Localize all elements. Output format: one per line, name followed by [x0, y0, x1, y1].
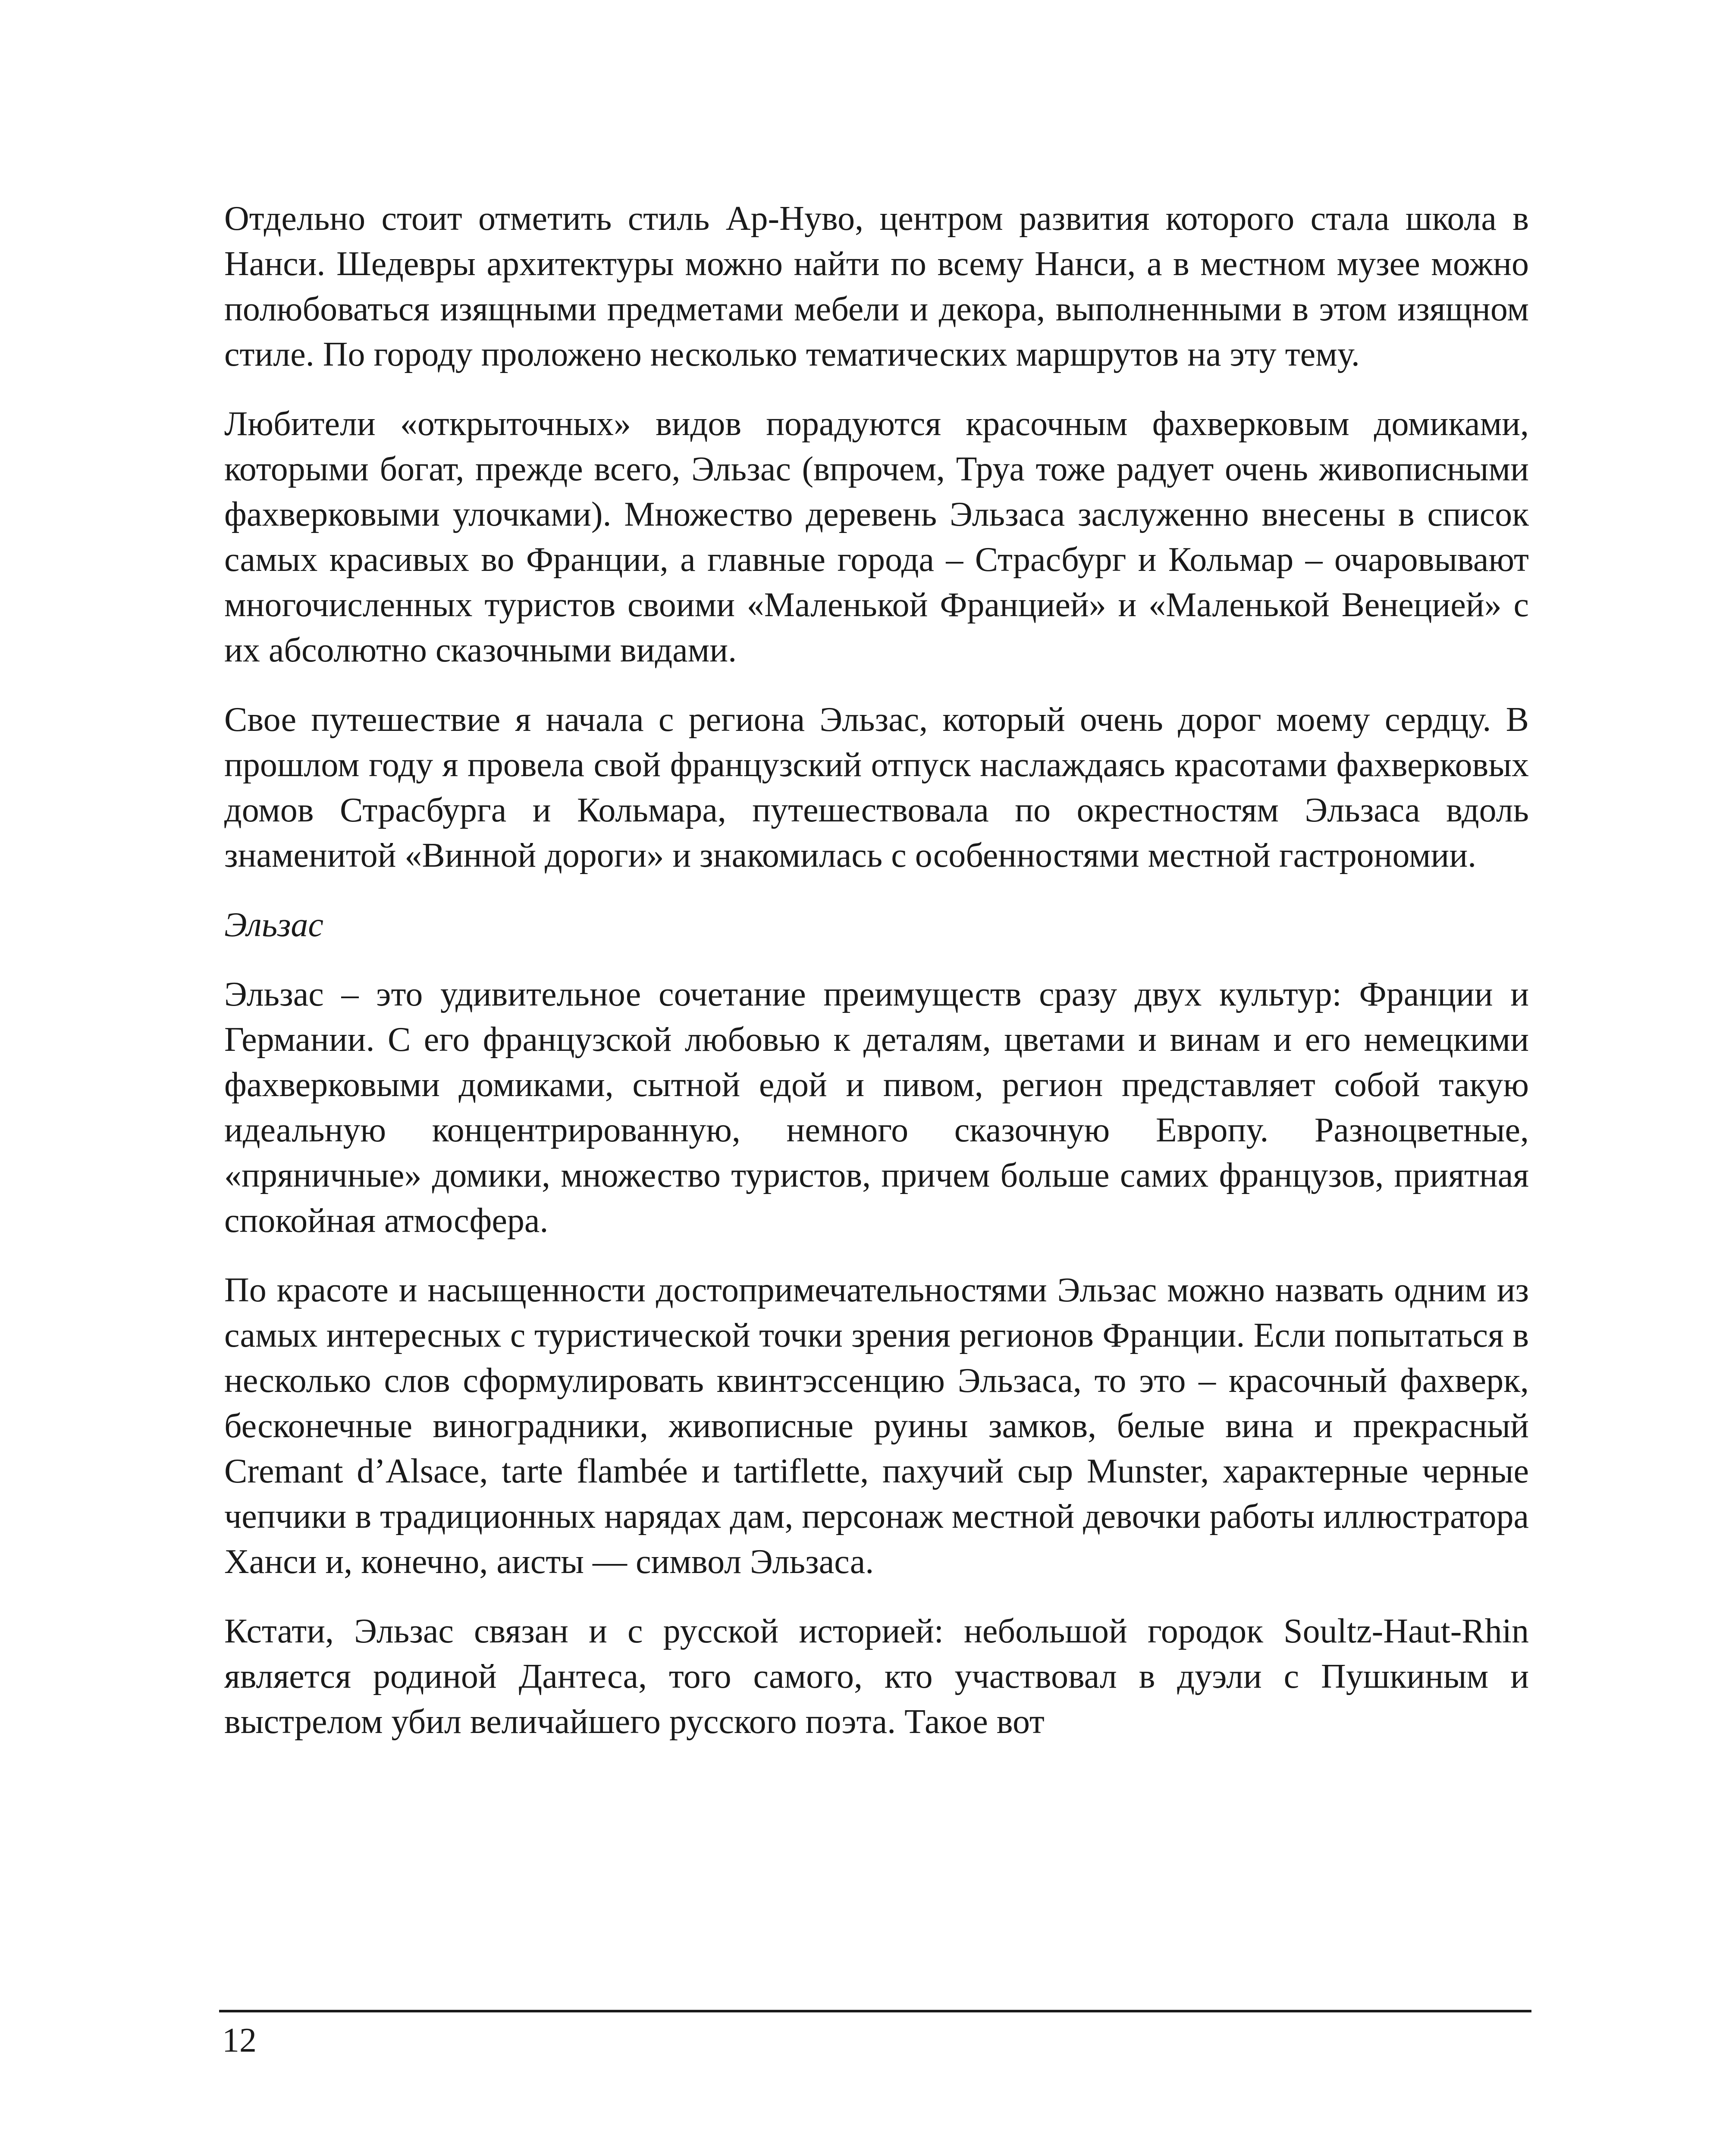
paragraph-russian-history: Кстати, Эльзас связан и с русской историей: небольшой городок Soultz-Haut-Rhin является родиной Дантеса, того самого, кто участвовал в дуэли с Пушкиным и выстрелом убил величайшего русского поэта. Такое вот: [224, 1612, 1529, 1741]
paragraph-half-timbered-houses: Любители «открыточных» видов порадуются красочным фахверковым домиками, которыми богат, прежде всего, Эльзас (впрочем, Труа тоже радует очень живописными фахверковыми улочками). Множество деревень Эльзаса заслуженно внесены в список самых красивых во Франции, а главные города – Страсбург и Кольмар – очаровывают многочисленных туристов своими «Маленькой Францией» и «Маленькой Венецией» с их абсолютно сказочными видами.: [224, 405, 1529, 669]
body-text: [224, 196, 1529, 1745]
paragraph-alsace-essence: По красоте и насыщенности достопримечательностями Эльзас можно назвать одним из самых интересных с туристической точки зрения регионов Франции. Если попытаться в несколько слов сформулировать квинтэссенцию Эльзаса, то это – красочный фахверк, бесконечные виноградники, живописные руины замков, белые вина и прекрасный Cremant d’Alsace, tarte flambée и tartiflette, пахучий сыр Munster, характерные черные чепчики в традиционных нарядах дам, персонаж местной девочки работы иллюстратора Ханси и, конечно, аисты — символ Эльзаса.: [224, 1271, 1529, 1581]
section-heading: Эльзас: [224, 906, 323, 944]
paragraph-art-nouveau: Отдельно стоит отметить стиль Ар-Нуво, центром развития которого стала школа в Нанси. Шедевры архитектуры можно найти по всему Нанси, а в местном музее можно полюбоваться изящными предметами мебели и декора, выполненными в этом изящном стиле. По городу проложено несколько тематических маршрутов на эту тему.: [224, 200, 1529, 373]
page-number: 12: [222, 2021, 257, 2059]
paragraph-alsace-cultures: Эльзас – это удивительное сочетание преимуществ сразу двух культур: Франции и Германии. С его французской любовью к деталям, цветами и винам и его немецкими фахверковыми домиками, сытной едой и пивом, регион представляет собой такую идеальную концентрированную, немного сказочную Европу. Разноцветные, «пряничные» домики, множество туристов, причем больше самих французов, приятная спокойная атмосфера.: [224, 975, 1529, 1240]
footer-divider: [219, 2010, 1531, 2012]
paragraph-journey-start: Свое путешествие я начала с региона Эльзас, который очень дорог моему сердцу. В прошлом году я провела свой французский отпуск наслаждаясь красотами фахверковых домов Страсбурга и Кольмара, путешествовала по окрестностям Эльзаса вдоль знаменитой «Винной дороги» и знакомилась с особенностями местной гастрономии.: [224, 701, 1529, 874]
